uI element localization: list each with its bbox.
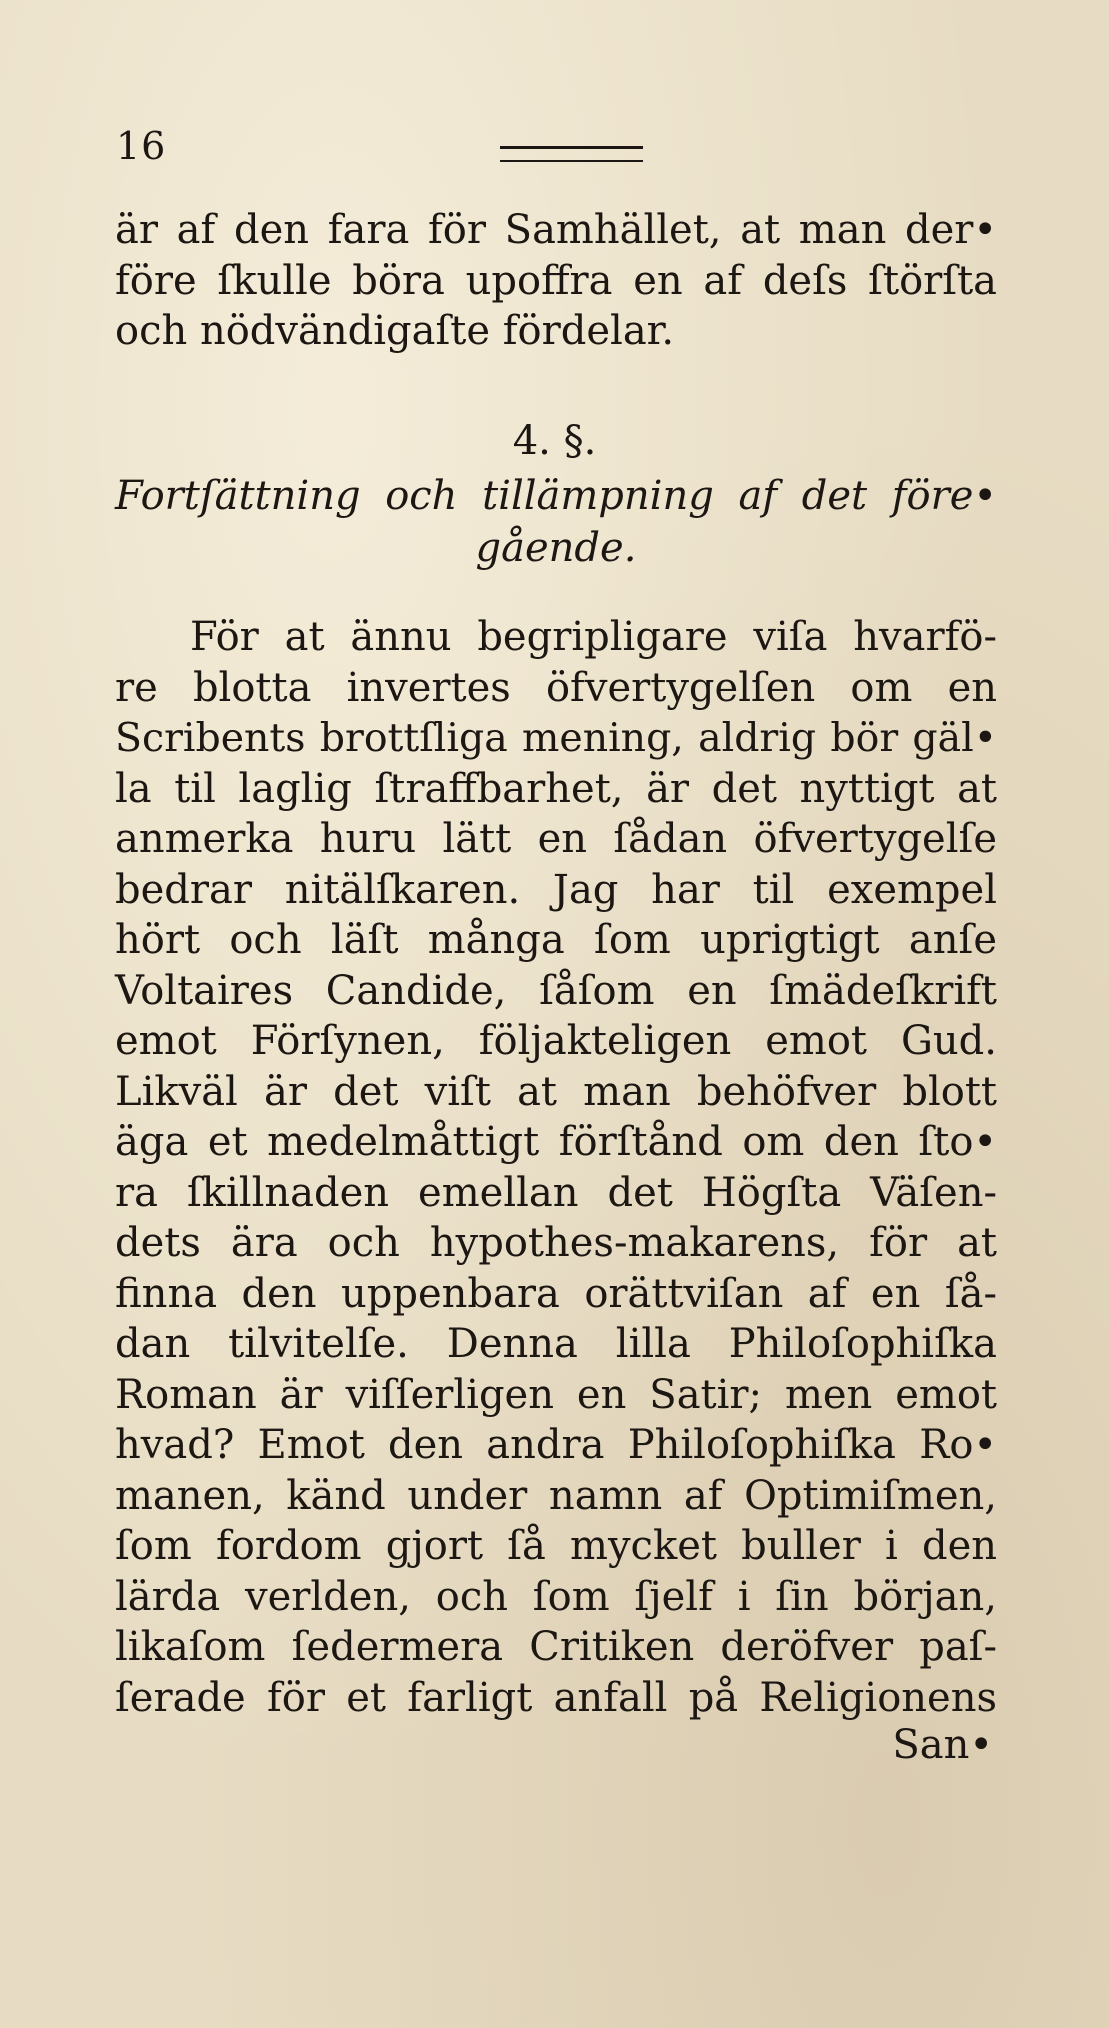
section-title bbox=[115, 470, 997, 574]
text-line: är af den fara för Samhället, at man der• bbox=[115, 207, 997, 253]
page-number: 16 bbox=[116, 124, 167, 168]
section-title-line: gående. bbox=[475, 525, 637, 571]
text-line: dets ära och hypothes-makarens, för at bbox=[115, 1220, 997, 1266]
text-line: ra ſkillnaden emellan det Högſta Väſen- bbox=[115, 1169, 997, 1216]
header-rule bbox=[500, 146, 643, 162]
text-line: bedrar nitälſkaren. Jag har til exempel bbox=[115, 866, 997, 913]
text-line: Roman är viſſerligen en Satir; men emot bbox=[115, 1371, 997, 1418]
section-title-line: Fortſättning och tillämpning af det före• bbox=[115, 473, 997, 519]
text-line: ſom fordom gjort ſå mycket buller i den bbox=[115, 1523, 997, 1569]
text-line: hört och läſt många ſom uprigtigt anſe bbox=[115, 917, 997, 963]
text-line: För at ännu begripligare viſa hvarfö- bbox=[190, 614, 997, 660]
carryover-paragraph bbox=[115, 205, 997, 357]
text-line: likaſom ſedermera Critiken deröfver paſ- bbox=[115, 1624, 997, 1670]
text-line: anmerka huru lätt en ſådan öfvertygelſe bbox=[115, 816, 997, 862]
section-number: 4. §. bbox=[512, 418, 597, 464]
text-line: re blotta invertes öfvertygelſen om en bbox=[115, 664, 997, 711]
body-paragraph bbox=[115, 612, 997, 1723]
catchword: San• bbox=[892, 1722, 993, 1768]
text-line: emot Förſynen, följakteligen emot Gud. bbox=[115, 1018, 997, 1064]
text-line: före ſkulle böra upoffra en af deſs ſtörſta bbox=[115, 257, 997, 304]
text-line: la til laglig ſtraffbarhet, är det nyttigt at bbox=[115, 765, 997, 812]
text-line: hvad? Emot den andra Philoſophiſka Ro• bbox=[115, 1422, 997, 1468]
text-line: äga et medelmåttigt förſtånd om den ſto• bbox=[115, 1119, 997, 1165]
text-line: Likväl är det viſt at man behöfver blott bbox=[115, 1068, 997, 1115]
text-line: Voltaires Candide, ſåſom en ſmädeſkrift bbox=[115, 967, 997, 1014]
text-line: manen, känd under namn af Optimiſmen, bbox=[115, 1472, 997, 1519]
text-line: ſerade för et farligt anfall på Religionens bbox=[115, 1674, 997, 1721]
text-line: finna den uppenbara orättviſan af en ſå- bbox=[115, 1270, 997, 1317]
text-line: dan tilvitelſe. Denna lilla Philoſophiſka bbox=[115, 1321, 997, 1367]
text-line: lärda verlden, och ſom ſjelf i ſin början, bbox=[115, 1573, 997, 1620]
text-line: och nödvändigaſte fördelar. bbox=[115, 308, 675, 354]
text-line: Scribents brottſliga mening, aldrig bör gäl• bbox=[115, 715, 997, 761]
